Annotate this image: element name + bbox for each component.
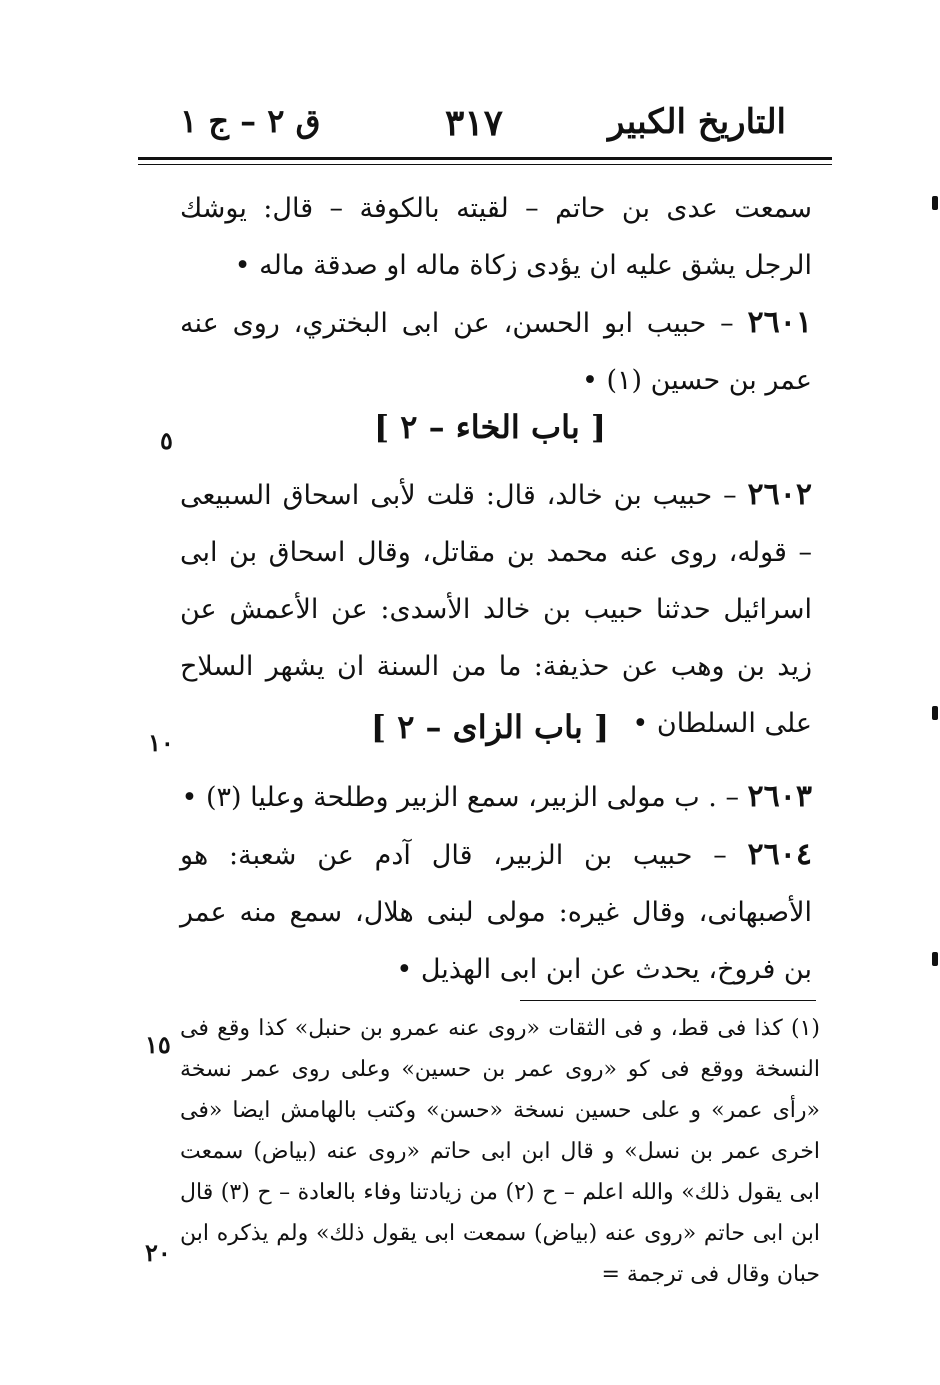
paragraph-text: – حبيب بن الزبير، قال آدم عن شعبة: هو الأصبهانى، وقال غيره: مولى لبنى هلال، سمع منه عمر بن فروخ، يحدث عن ابن ابى الهذيل • bbox=[180, 840, 812, 985]
scan-edge-mark bbox=[932, 952, 938, 966]
line-number-20: ٢٠ bbox=[145, 1238, 171, 1267]
line-number-10: ١٠ bbox=[148, 728, 174, 757]
entry-number: ٢٦٠١ bbox=[747, 305, 812, 340]
section-heading-kha: [ باب الخاء – ٢ ] bbox=[373, 408, 607, 446]
section-heading-zay: [ باب الزاى – ٢ ] bbox=[370, 708, 610, 746]
page-number: ٣١٧ bbox=[445, 102, 504, 144]
text-block-top bbox=[180, 180, 812, 409]
header-rule-thin bbox=[138, 164, 832, 165]
book-title: التاريخ الكبير bbox=[608, 102, 786, 142]
line-number-15: ١٥ bbox=[145, 1030, 171, 1059]
header-rule-thick bbox=[138, 157, 832, 160]
paragraph-2604 bbox=[180, 826, 812, 998]
paragraph-continuation bbox=[180, 180, 812, 294]
entry-number: ٢٦٠٤ bbox=[747, 837, 812, 872]
page-header bbox=[160, 92, 810, 152]
entry-number: ٢٦٠٣ bbox=[747, 779, 812, 814]
scan-edge-mark bbox=[932, 706, 938, 720]
paragraph-text: – حبيب ابو الحسن، عن ابى البختري، روى عنه عمر بن حسين (١) • bbox=[180, 308, 812, 396]
line-number-5: ٥ bbox=[160, 426, 173, 455]
scan-edge-mark bbox=[932, 196, 938, 210]
text-block-zay bbox=[180, 768, 812, 998]
paragraph-text: سمعت عدى بن حاتم – لقيته بالكوفة – قال: يوشك الرجل يشق عليه ان يؤدى زكاة ماله او صدقة ماله • bbox=[180, 193, 812, 281]
section-reference: ق ٢ – ج ١ bbox=[180, 102, 321, 140]
footnote-rule bbox=[520, 1000, 816, 1001]
paragraph-2603 bbox=[180, 768, 812, 826]
paragraph-2601 bbox=[180, 294, 812, 409]
entry-number: ٢٦٠٢ bbox=[747, 477, 812, 512]
paragraph-text: – . ب مولى الزبير، سمع الزبير وطلحة وعليا (٣) • bbox=[181, 782, 739, 813]
paragraph-text: – حبيب بن خالد، قال: قلت لأبى اسحاق السبيعى – قوله، روى عنه محمد بن مقاتل، وقال اسحاق بن ابى اسرائيل حدثنا حبيب بن خالد الأسدى: عن الأعمش عن زيد بن وهب عن حذيفة: ما من السنة ان يشهر السلاح على السلطان • bbox=[180, 480, 812, 739]
footnotes: (١) كذا فى قط، و فى الثقات «روى عنه عمرو بن حنبل» كذا وقع فى النسخة ووقع فى كو «روى عمر بن حسين» وعلى روى عمر نسخة «رأى عمر» و على حسين نسخة «حسن» وكتب بالهامش ايضا «فى اخرى عمر بن نسل» و قال ابن ابى حاتم «روى عنه (بياض) سمعت ابى يقول ذلك» والله اعلم – ح (٢) من زيادتنا وفاء بالعادة – ح (٣) قال ابن ابى حاتم «روى عنه (بياض) سمعت ابى يقول ذلك» ولم يذكره ابن حبان وقال فى ترجمة = bbox=[180, 1016, 821, 1287]
